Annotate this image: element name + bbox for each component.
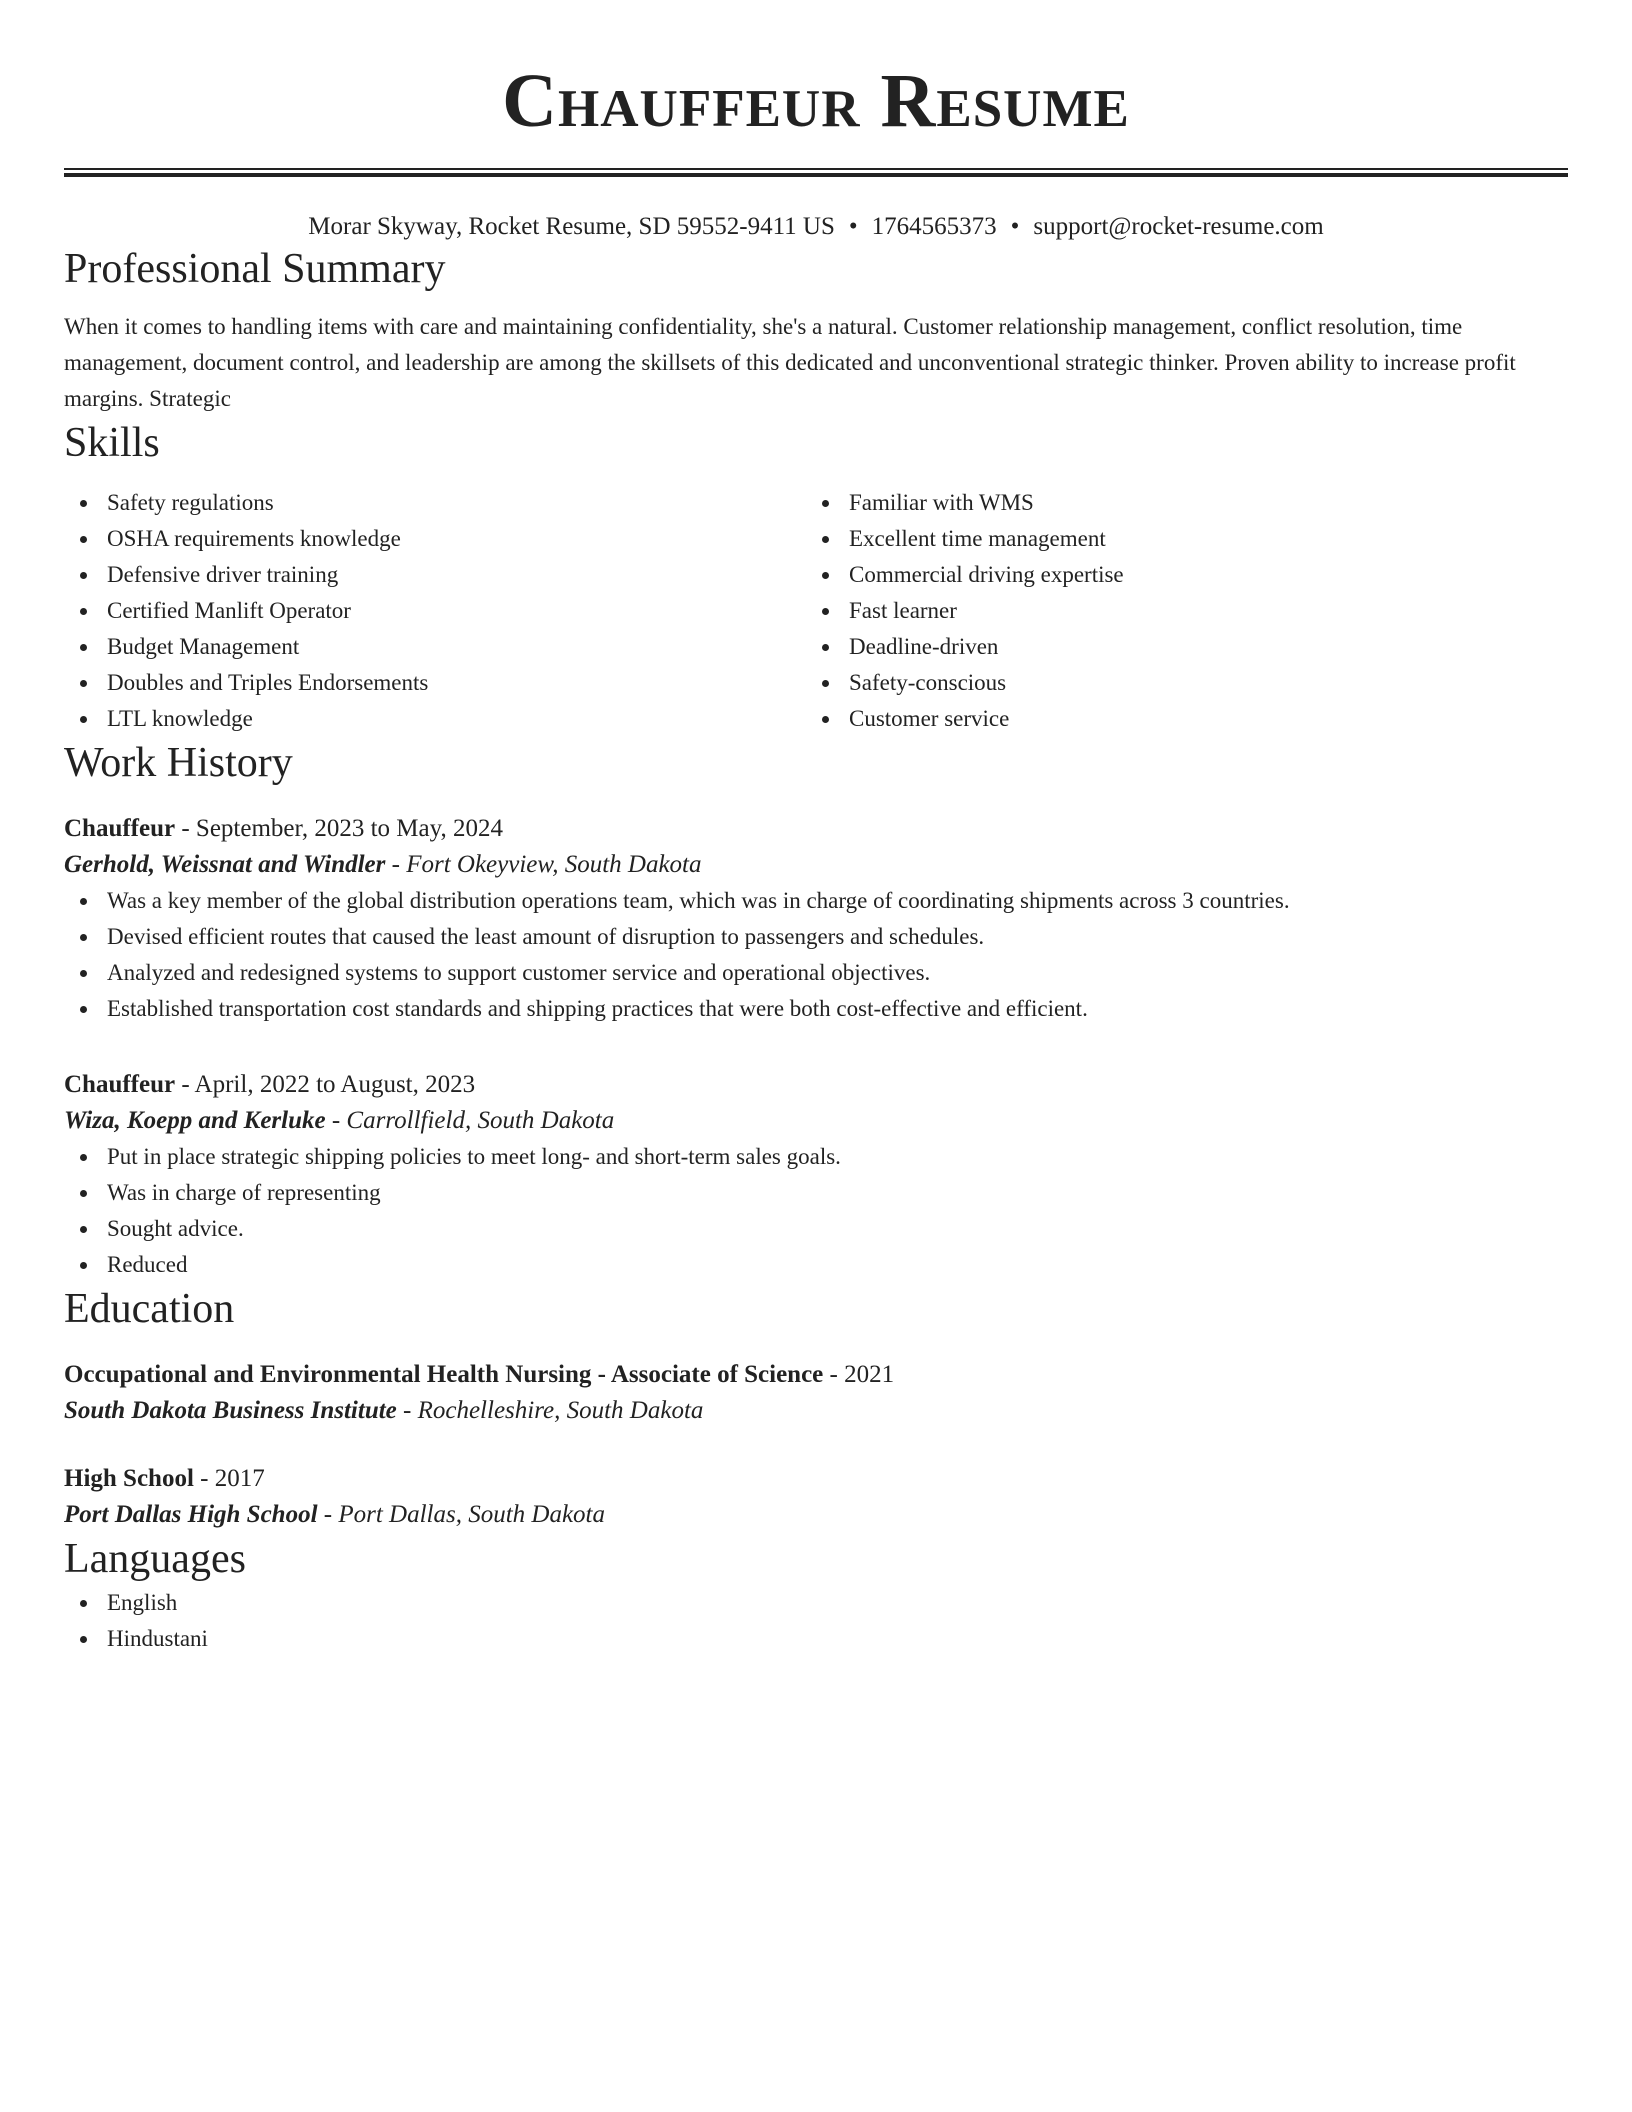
- job-dates: - April, 2022 to August, 2023: [175, 1071, 476, 1098]
- degree-line: [64, 1461, 1568, 1497]
- job-title: Chauffeur: [64, 1071, 176, 1098]
- skills-column-right: [806, 485, 1548, 737]
- title-divider: [64, 168, 1568, 177]
- school-location: - Rochelleshire, South Dakota: [396, 1397, 704, 1424]
- skill-item: Deadline-driven: [849, 629, 1548, 665]
- school-location: - Port Dallas, South Dakota: [317, 1501, 606, 1528]
- job-duties-list: [64, 1139, 1568, 1283]
- skill-item: Certified Manlift Operator: [107, 593, 806, 629]
- employer-line: [64, 847, 1568, 883]
- work-history-heading: Work History: [64, 740, 293, 786]
- contact-separator: •: [1010, 213, 1020, 240]
- skills-heading: Skills: [64, 420, 160, 466]
- job-duty: Established transportation cost standards and shipping practices that were both cost-effective and efficient.: [107, 991, 1568, 1027]
- employer-location: - Carrollfield, South Dakota: [325, 1107, 615, 1134]
- skills-list-left: [64, 485, 806, 737]
- job-duty: Reduced: [107, 1247, 1568, 1283]
- degree-name: Occupational and Environmental Health Nursing - Associate of Science: [64, 1361, 824, 1388]
- contact-separator: •: [848, 213, 858, 240]
- skills-grid: [64, 485, 1568, 737]
- job-duties-list: [64, 883, 1568, 1027]
- job-dates: - September, 2023 to May, 2024: [175, 815, 503, 842]
- skill-item: Excellent time management: [849, 521, 1548, 557]
- school-line: [64, 1497, 1568, 1533]
- job-duty: Devised efficient routes that caused the least amount of disruption to passengers and schedules.: [107, 919, 1568, 955]
- skill-item: Doubles and Triples Endorsements: [107, 665, 806, 701]
- contact-phone: 1764565373: [871, 213, 997, 240]
- contact-email: support@rocket-resume.com: [1033, 213, 1324, 240]
- school-name: Port Dallas High School: [64, 1501, 318, 1528]
- skill-item: Fast learner: [849, 593, 1548, 629]
- employer-location: - Fort Okeyview, South Dakota: [385, 851, 702, 878]
- skill-item: Budget Management: [107, 629, 806, 665]
- job-title: Chauffeur: [64, 815, 176, 842]
- job-title-line: [64, 1067, 1568, 1103]
- skill-item: OSHA requirements knowledge: [107, 521, 806, 557]
- graduation-year: - 2017: [193, 1465, 265, 1492]
- skill-item: Safety-conscious: [849, 665, 1548, 701]
- resume-title: Chauffeur Resume: [502, 59, 1130, 143]
- languages-list: [64, 1585, 1568, 1657]
- job-duty: Sought advice.: [107, 1211, 1568, 1247]
- job-duty: Was in charge of representing: [107, 1175, 1568, 1211]
- degree-line: [64, 1357, 1568, 1393]
- contact-address: Morar Skyway, Rocket Resume, SD 59552-9411 US: [308, 213, 835, 240]
- job-duty: Analyzed and redesigned systems to support customer service and operational objectives.: [107, 955, 1568, 991]
- job-entry: [64, 1067, 1568, 1283]
- skill-item: Commercial driving expertise: [849, 557, 1548, 593]
- employer-name: Wiza, Koepp and Kerluke: [64, 1107, 326, 1134]
- contact-line: [64, 211, 1568, 243]
- skill-item: Safety regulations: [107, 485, 806, 521]
- employer-line: [64, 1103, 1568, 1139]
- education-entry: [64, 1461, 1568, 1533]
- languages-heading: Languages: [64, 1536, 246, 1582]
- language-item: English: [107, 1585, 1568, 1621]
- skill-item: Familiar with WMS: [849, 485, 1548, 521]
- employer-name: Gerhold, Weissnat and Windler: [64, 851, 386, 878]
- graduation-year: - 2021: [823, 1361, 895, 1388]
- summary-text: When it comes to handling items with care and maintaining confidentiality, she's a natural. Customer relationship management, conflict resolution, time management, document control, and leadership are among the skillsets of this dedicated and unconventional strategic thinker. Proven ability to increase profit margins. Strategic: [64, 314, 1516, 411]
- education-heading: Education: [64, 1286, 235, 1332]
- school-name: South Dakota Business Institute: [64, 1397, 397, 1424]
- skill-item: Customer service: [849, 701, 1548, 737]
- skill-item: LTL knowledge: [107, 701, 806, 737]
- school-line: [64, 1393, 1568, 1429]
- job-duty: Put in place strategic shipping policies to meet long- and short-term sales goals.: [107, 1139, 1568, 1175]
- degree-name: High School: [64, 1465, 194, 1492]
- language-item: Hindustani: [107, 1621, 1568, 1657]
- skills-list-right: [806, 485, 1548, 737]
- job-duty: Was a key member of the global distribution operations team, which was in charge of coordinating shipments across 3 countries.: [107, 883, 1568, 919]
- skill-item: Defensive driver training: [107, 557, 806, 593]
- job-title-line: [64, 811, 1568, 847]
- summary-heading: Professional Summary: [64, 246, 446, 292]
- skills-column-left: [64, 485, 806, 737]
- education-entry: [64, 1357, 1568, 1429]
- job-entry: [64, 811, 1568, 1027]
